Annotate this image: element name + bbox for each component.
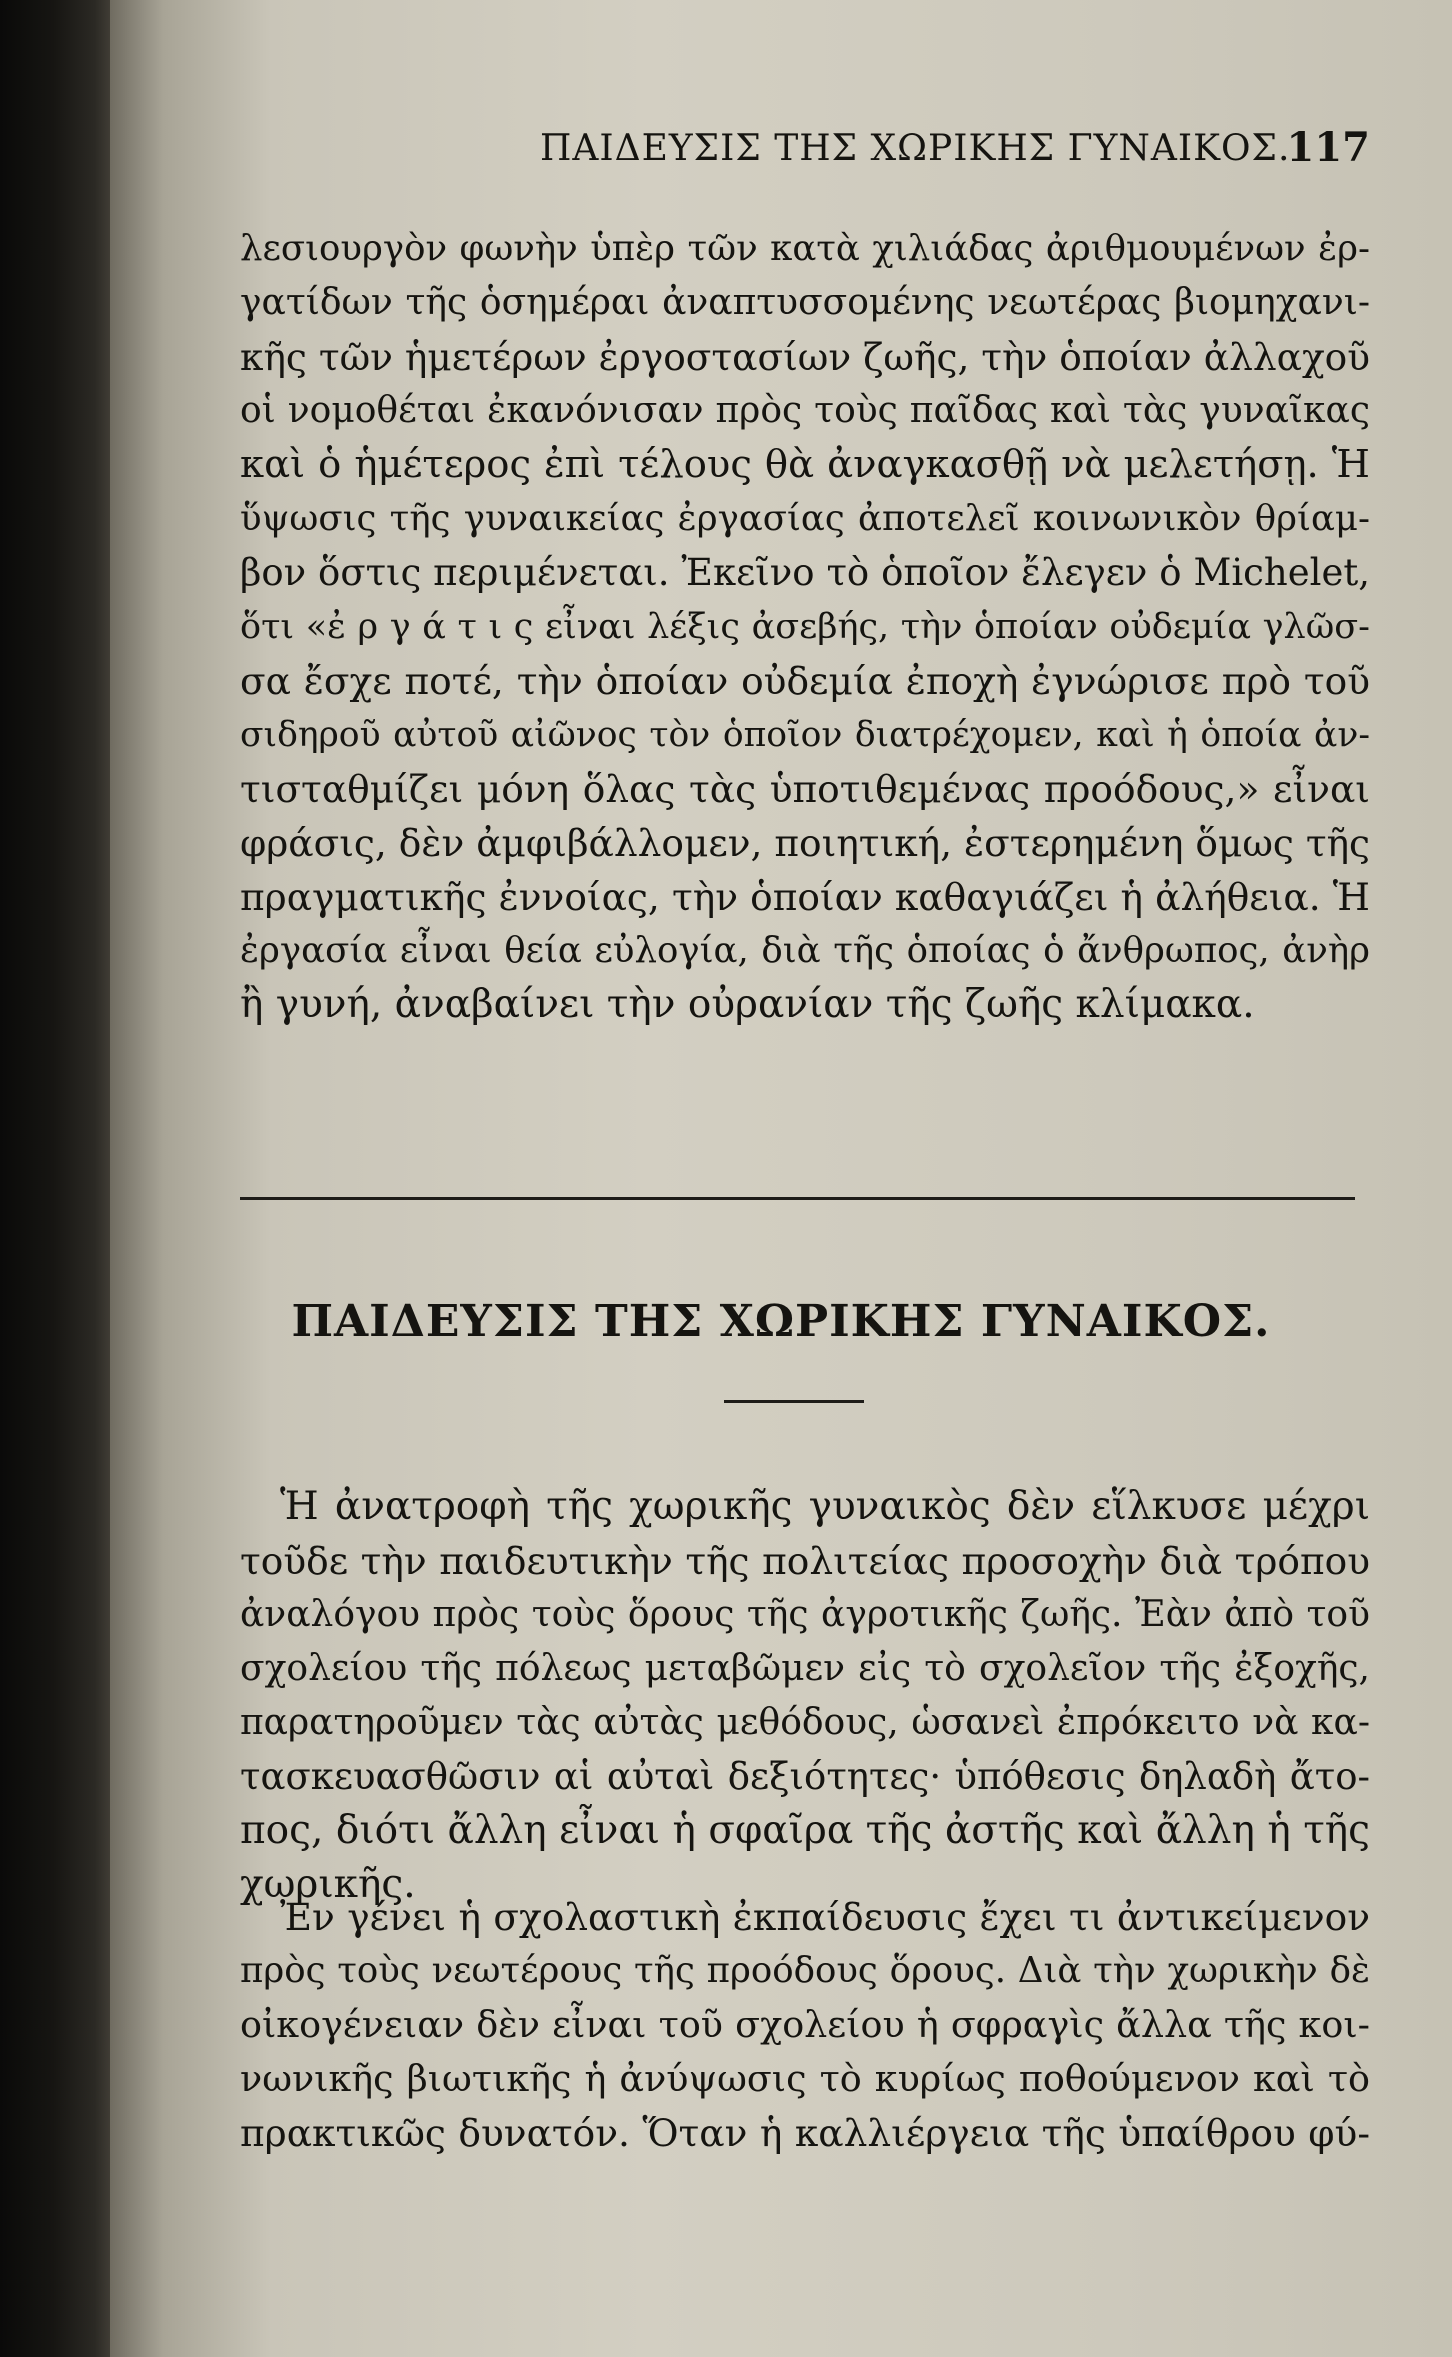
text-line: τασκευασθῶσιν αἱ αὐταὶ δεξιότητες· ὑπόθεσις δηλαδὴ ἄτο- — [240, 1755, 1370, 1798]
section-title: ΠΑΙΔΕΥΣΙΣ ΤΗΣ ΧΩΡΙΚΗΣ ΓΥΝΑΙΚΟΣ. — [291, 1296, 1271, 1347]
text-line: οἱ νομοθέται ἐκανόνισαν πρὸς τοὺς παῖδας καὶ τὰς γυναῖκας — [240, 390, 1370, 431]
section-paragraph-2 — [240, 1890, 1370, 2160]
text-line: ἀναλόγου πρὸς τοὺς ὅρους τῆς ἀγροτικῆς ζωῆς. Ἐὰν ἀπὸ τοῦ — [240, 1594, 1370, 1635]
text-line: λεσιουργὸν φωνὴν ὑπὲρ τῶν κατὰ χιλιάδας ἀριθμουμένων ἐρ- — [240, 228, 1370, 269]
running-head-title: ΠΑΙΔΕΥΣΙΣ ΤΗΣ ΧΩΡΙΚΗΣ ΓΥΝΑΙΚΟΣ. — [540, 128, 1291, 169]
title-underline-rule — [724, 1400, 864, 1403]
text-line: τοῦδε τὴν παιδευτικὴν τῆς πολιτείας προσοχὴν διὰ τρόπου — [240, 1539, 1370, 1583]
text-line: πραγματικῆς ἐννοίας, τὴν ὁποίαν καθαγιάζει ἡ ἀλήθεια. Ἡ — [240, 875, 1370, 919]
text-line: πρὸς τοὺς νεωτέρους τῆς προόδους ὅρους. Διὰ τὴν χωρικὴν δὲ — [240, 1950, 1370, 1991]
text-line: ἢ γυνή, ἀναβαίνει τὴν οὐρανίαν τῆς ζωῆς κλίμακα. — [240, 982, 1255, 1027]
text-line: γατίδων τῆς ὁσημέραι ἀναπτυσσομένης νεωτέρας βιομηχανι- — [240, 282, 1370, 323]
text-line: βον ὅστις περιμένεται. Ἐκεῖνο τὸ ὁποῖον ἔλεγεν ὁ Michelet, — [240, 551, 1370, 594]
text-line: παρατηροῦμεν τὰς αὐτὰς μεθόδους, ὡσανεὶ ἐπρόκειτο νὰ κα- — [240, 1702, 1370, 1743]
continued-paragraph — [240, 222, 1370, 1032]
text-line: σιδηροῦ αὐτοῦ αἰῶνος τὸν ὁποῖον διατρέχομεν, καὶ ἡ ὁποία ἀν- — [240, 715, 1370, 755]
text-line: ὕψωσις τῆς γυναικείας ἐργασίας ἀποτελεῖ κοινωνικὸν θρίαμ- — [240, 498, 1370, 539]
text-line: οἰκογένειαν δὲν εἶναι τοῦ σχολείου ἡ σφραγὶς ἄλλα τῆς κοι- — [240, 2003, 1370, 2046]
text-line: Ἐν γένει ἡ σχολαστικὴ ἐκπαίδευσις ἔχει τι ἀντικείμενον — [280, 1895, 1370, 1939]
section-divider-rule — [240, 1197, 1355, 1200]
text-line: κῆς τῶν ἡμετέρων ἐργοστασίων ζωῆς, τὴν ὁποίαν ἀλλαχοῦ — [240, 335, 1370, 379]
text-line: σα ἔσχε ποτέ, τὴν ὁποίαν οὐδεμία ἐποχὴ ἐγνώρισε πρὸ τοῦ — [240, 659, 1370, 703]
page-number: 117 — [1286, 124, 1370, 171]
text-line: τισταθμίζει μόνη ὅλας τὰς ὑποτιθεμένας προόδους,» εἶναι — [240, 767, 1370, 811]
text-line: φράσις, δὲν ἀμφιβάλλομεν, ποιητική, ἐστερημένη ὅμως τῆς — [240, 821, 1370, 865]
text-line: ὅτι «ἐ ρ γ ά τ ι ς εἶναι λέξις ἀσεβής, τὴν ὁποίαν οὐδεμία γλῶσ- — [240, 607, 1370, 647]
text-line: πρακτικῶς δυνατόν. Ὅταν ἡ καλλιέργεια τῆς ὑπαίθρου φύ- — [240, 2111, 1370, 2155]
text-line: χωρικῆς. — [240, 1862, 416, 1907]
text-line: νωνικῆς βιωτικῆς ἡ ἀνύψωσις τὸ κυρίως ποθούμενον καὶ τὸ — [240, 2057, 1370, 2100]
book-spine-shadow — [0, 0, 118, 2357]
text-line: ἐργασία εἶναι θεία εὐλογία, διὰ τῆς ὁποίας ὁ ἄνθρωπος, ἀνὴρ — [240, 930, 1370, 971]
text-line: σχολείου τῆς πόλεως μεταβῶμεν εἰς τὸ σχολεῖον τῆς ἐξοχῆς, — [240, 1648, 1370, 1689]
text-line: Ἡ ἀνατροφὴ τῆς χωρικῆς γυναικὸς δὲν εἵλκυσε μέχρι — [280, 1484, 1370, 1529]
text-line: καὶ ὁ ἡμέτερος ἐπὶ τέλους θὰ ἀναγκασθῇ νὰ μελετήσῃ. Ἡ — [240, 442, 1370, 487]
text-line: πος, διότι ἄλλη εἶναι ἡ σφαῖρα τῆς ἀστῆς καὶ ἄλλη ἡ τῆς — [240, 1808, 1370, 1853]
section-paragraph-1 — [240, 1480, 1370, 1912]
running-head — [240, 124, 1370, 188]
